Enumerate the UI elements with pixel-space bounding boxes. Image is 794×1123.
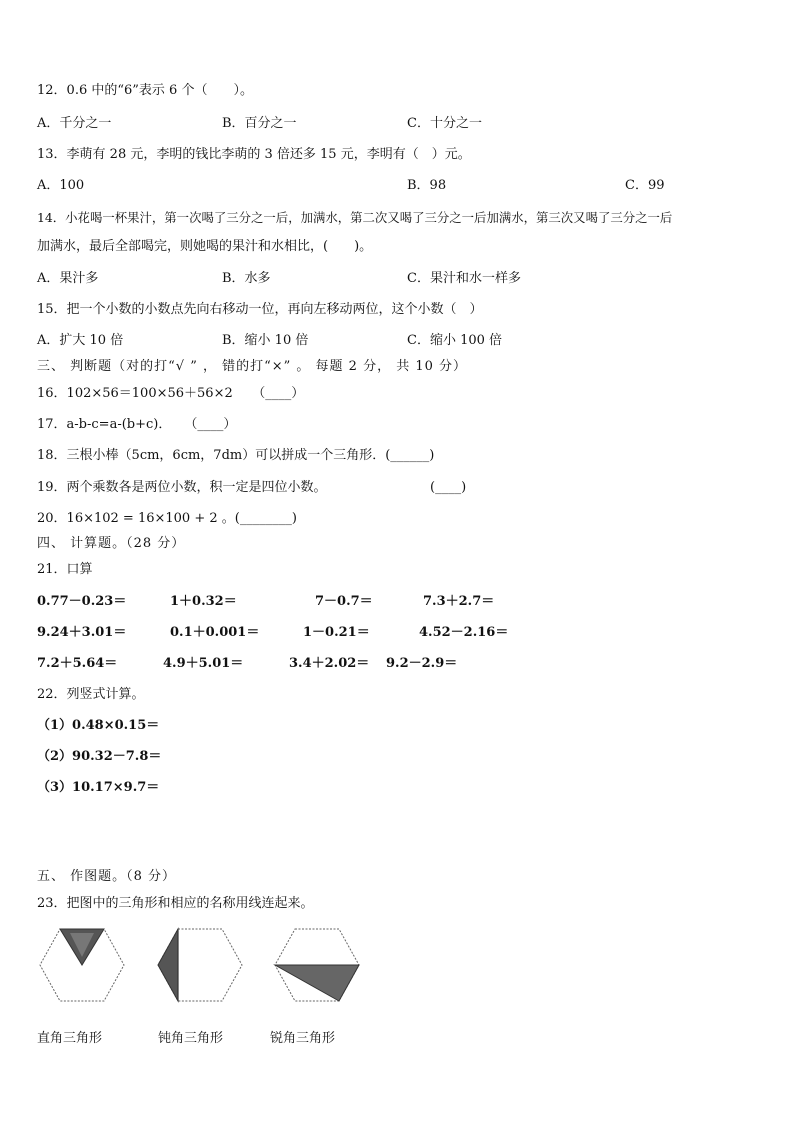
- section-4-heading: 四、 计算题。（28 分）: [37, 536, 186, 551]
- q22-title: 22．列竖式计算。: [37, 687, 145, 702]
- q17: 17．a-b-c=a-(b+c)． （____）: [37, 417, 237, 432]
- q18: 18．三根小棒（5cm，6cm，7dm）可以拼成一个三角形．(______): [37, 448, 435, 463]
- q22-item: （3）10.17×9.7＝: [37, 780, 160, 795]
- calc-cell: 9.2－2.9＝: [386, 656, 458, 671]
- calc-cell: 0.1＋0.001＝: [170, 625, 260, 640]
- calc-cell: 4.52－2.16＝: [419, 625, 509, 640]
- label-acute-triangle: 锐角三角形: [270, 1031, 336, 1046]
- q19-stem: 19．两个乘数各是两位小数，积一定是四位小数。: [37, 480, 327, 495]
- q12-stem: 12．0.6 中的“6”表示 6 个（ ）。: [37, 83, 253, 98]
- q14-option-c[interactable]: C．果汁和水一样多: [407, 271, 521, 286]
- hexagon-right-triangle-figure: [38, 927, 126, 1003]
- q13-stem: 13．李萌有 28 元，李明的钱比李萌的 3 倍还多 15 元，李明有（ ）元。: [37, 147, 471, 162]
- hexagon-obtuse-triangle-figure: [156, 927, 244, 1003]
- label-right-triangle: 直角三角形: [37, 1031, 103, 1046]
- q20: 20．16×102 = 16×100 + 2 。(________): [37, 511, 297, 526]
- calc-cell: 3.4＋2.02＝: [289, 656, 370, 671]
- section-5-heading: 五、 作图题。（8 分）: [37, 869, 177, 884]
- q13-option-b[interactable]: B．98: [407, 178, 447, 193]
- q22-item: （2）90.32－7.8＝: [37, 749, 162, 764]
- calc-cell: 9.24＋3.01＝: [37, 625, 127, 640]
- calc-cell: 7－0.7＝: [315, 594, 373, 609]
- q13-option-c[interactable]: C．99: [625, 178, 665, 193]
- label-obtuse-triangle: 钝角三角形: [158, 1031, 224, 1046]
- calc-cell: 1＋0.32＝: [170, 594, 237, 609]
- q16: 16．102×56＝100×56＋56×2 （____）: [37, 386, 305, 401]
- q12-option-b[interactable]: B．百分之一: [222, 116, 297, 131]
- calc-cell: 4.9＋5.01＝: [163, 656, 244, 671]
- q23-title: 23．把图中的三角形和相应的名称用线连起来。: [37, 896, 314, 911]
- calc-cell: 7.2＋5.64＝: [37, 656, 118, 671]
- calc-cell: 0.77－0.23＝: [37, 594, 127, 609]
- q15-option-c[interactable]: C．缩小 100 倍: [407, 333, 503, 348]
- q14-option-b[interactable]: B．水多: [222, 271, 271, 286]
- hexagon-acute-triangle-figure: [273, 927, 361, 1003]
- q14-stem-line2: 加满水，最后全部喝完，则她喝的果汁和水相比，( )。: [37, 239, 373, 254]
- q12-option-a[interactable]: A．千分之一: [37, 116, 112, 131]
- q15-stem: 15．把一个小数的小数点先向右移动一位，再向左移动两位，这个小数（ ）: [37, 302, 483, 317]
- calc-cell: 7.3＋2.7＝: [423, 594, 495, 609]
- q14-stem-line1: 14．小花喝一杯果汁，第一次喝了三分之一后，加满水，第二次又喝了三分之一后加满水，第三次又喝了三分之一后: [37, 210, 673, 225]
- calc-cell: 1－0.21＝: [303, 625, 370, 640]
- q15-option-a[interactable]: A．扩大 10 倍: [37, 333, 124, 348]
- section-3-heading: 三、 判断题（对的打“√ ” ， 错的打“×” 。 每题 2 分， 共 10 分）: [37, 359, 468, 374]
- q22-item: （1）0.48×0.15＝: [37, 718, 160, 733]
- q13-option-a[interactable]: A．100: [37, 178, 85, 193]
- q14-option-a[interactable]: A．果汁多: [37, 271, 99, 286]
- q19-blank[interactable]: (____): [430, 480, 467, 495]
- q21-title: 21．口算: [37, 562, 93, 577]
- q12-option-c[interactable]: C．十分之一: [407, 116, 482, 131]
- q15-option-b[interactable]: B．缩小 10 倍: [222, 333, 309, 348]
